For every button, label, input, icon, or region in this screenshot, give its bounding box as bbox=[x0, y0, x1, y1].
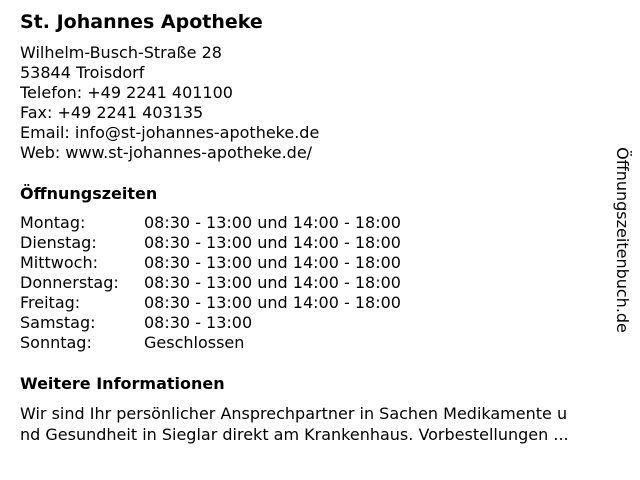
hours-value: 08:30 - 13:00 und 14:00 - 18:00 bbox=[144, 233, 401, 252]
more-info-line: Wir sind Ihr persönlicher Ansprechpartner in Sachen Medikamente u bbox=[20, 404, 568, 423]
opening-hours-heading: Öffnungszeiten bbox=[20, 184, 158, 203]
hours-value: 08:30 - 13:00 bbox=[144, 313, 253, 332]
hours-row-tuesday bbox=[20, 233, 460, 253]
city: 53844 Troisdorf bbox=[20, 63, 145, 82]
day-label: Donnerstag: bbox=[20, 273, 119, 292]
hours-value: 08:30 - 13:00 und 14:00 - 18:00 bbox=[144, 253, 401, 272]
hours-row-wednesday bbox=[20, 253, 460, 273]
hours-row-thursday bbox=[20, 273, 460, 293]
hours-value: 08:30 - 13:00 und 14:00 - 18:00 bbox=[144, 293, 401, 312]
hours-value: 08:30 - 13:00 und 14:00 - 18:00 bbox=[144, 273, 401, 292]
more-info-line: nd Gesundheit in Sieglar direkt am Krankenhaus. Vorbestellungen ... bbox=[20, 425, 569, 444]
opening-hours-table bbox=[20, 213, 460, 353]
contact-block bbox=[20, 43, 319, 163]
day-label: Freitag: bbox=[20, 293, 81, 312]
day-label: Mittwoch: bbox=[20, 253, 98, 272]
hours-value: 08:30 - 13:00 und 14:00 - 18:00 bbox=[144, 213, 401, 232]
fax-number: Fax: +49 2241 403135 bbox=[20, 103, 204, 122]
hours-row-sunday bbox=[20, 333, 460, 353]
day-label: Samstag: bbox=[20, 313, 96, 332]
site-watermark-label: Öffnungszeitenbuch.de bbox=[613, 147, 632, 333]
day-label: Sonntag: bbox=[20, 333, 92, 352]
day-label: Dienstag: bbox=[20, 233, 97, 252]
email-address: Email: info@st-johannes-apotheke.de bbox=[20, 123, 320, 142]
hours-row-saturday bbox=[20, 313, 460, 333]
hours-value: Geschlossen bbox=[144, 333, 245, 352]
phone-number: Telefon: +49 2241 401100 bbox=[20, 83, 233, 102]
hours-row-monday bbox=[20, 213, 460, 233]
day-label: Montag: bbox=[20, 213, 86, 232]
website-address: Web: www.st-johannes-apotheke.de/ bbox=[20, 143, 313, 162]
street-address: Wilhelm-Busch-Straße 28 bbox=[20, 43, 222, 62]
more-info-heading: Weitere Informationen bbox=[20, 374, 225, 393]
pharmacy-name: St. Johannes Apotheke bbox=[20, 11, 263, 33]
more-info-text bbox=[20, 403, 620, 445]
hours-row-friday bbox=[20, 293, 460, 313]
